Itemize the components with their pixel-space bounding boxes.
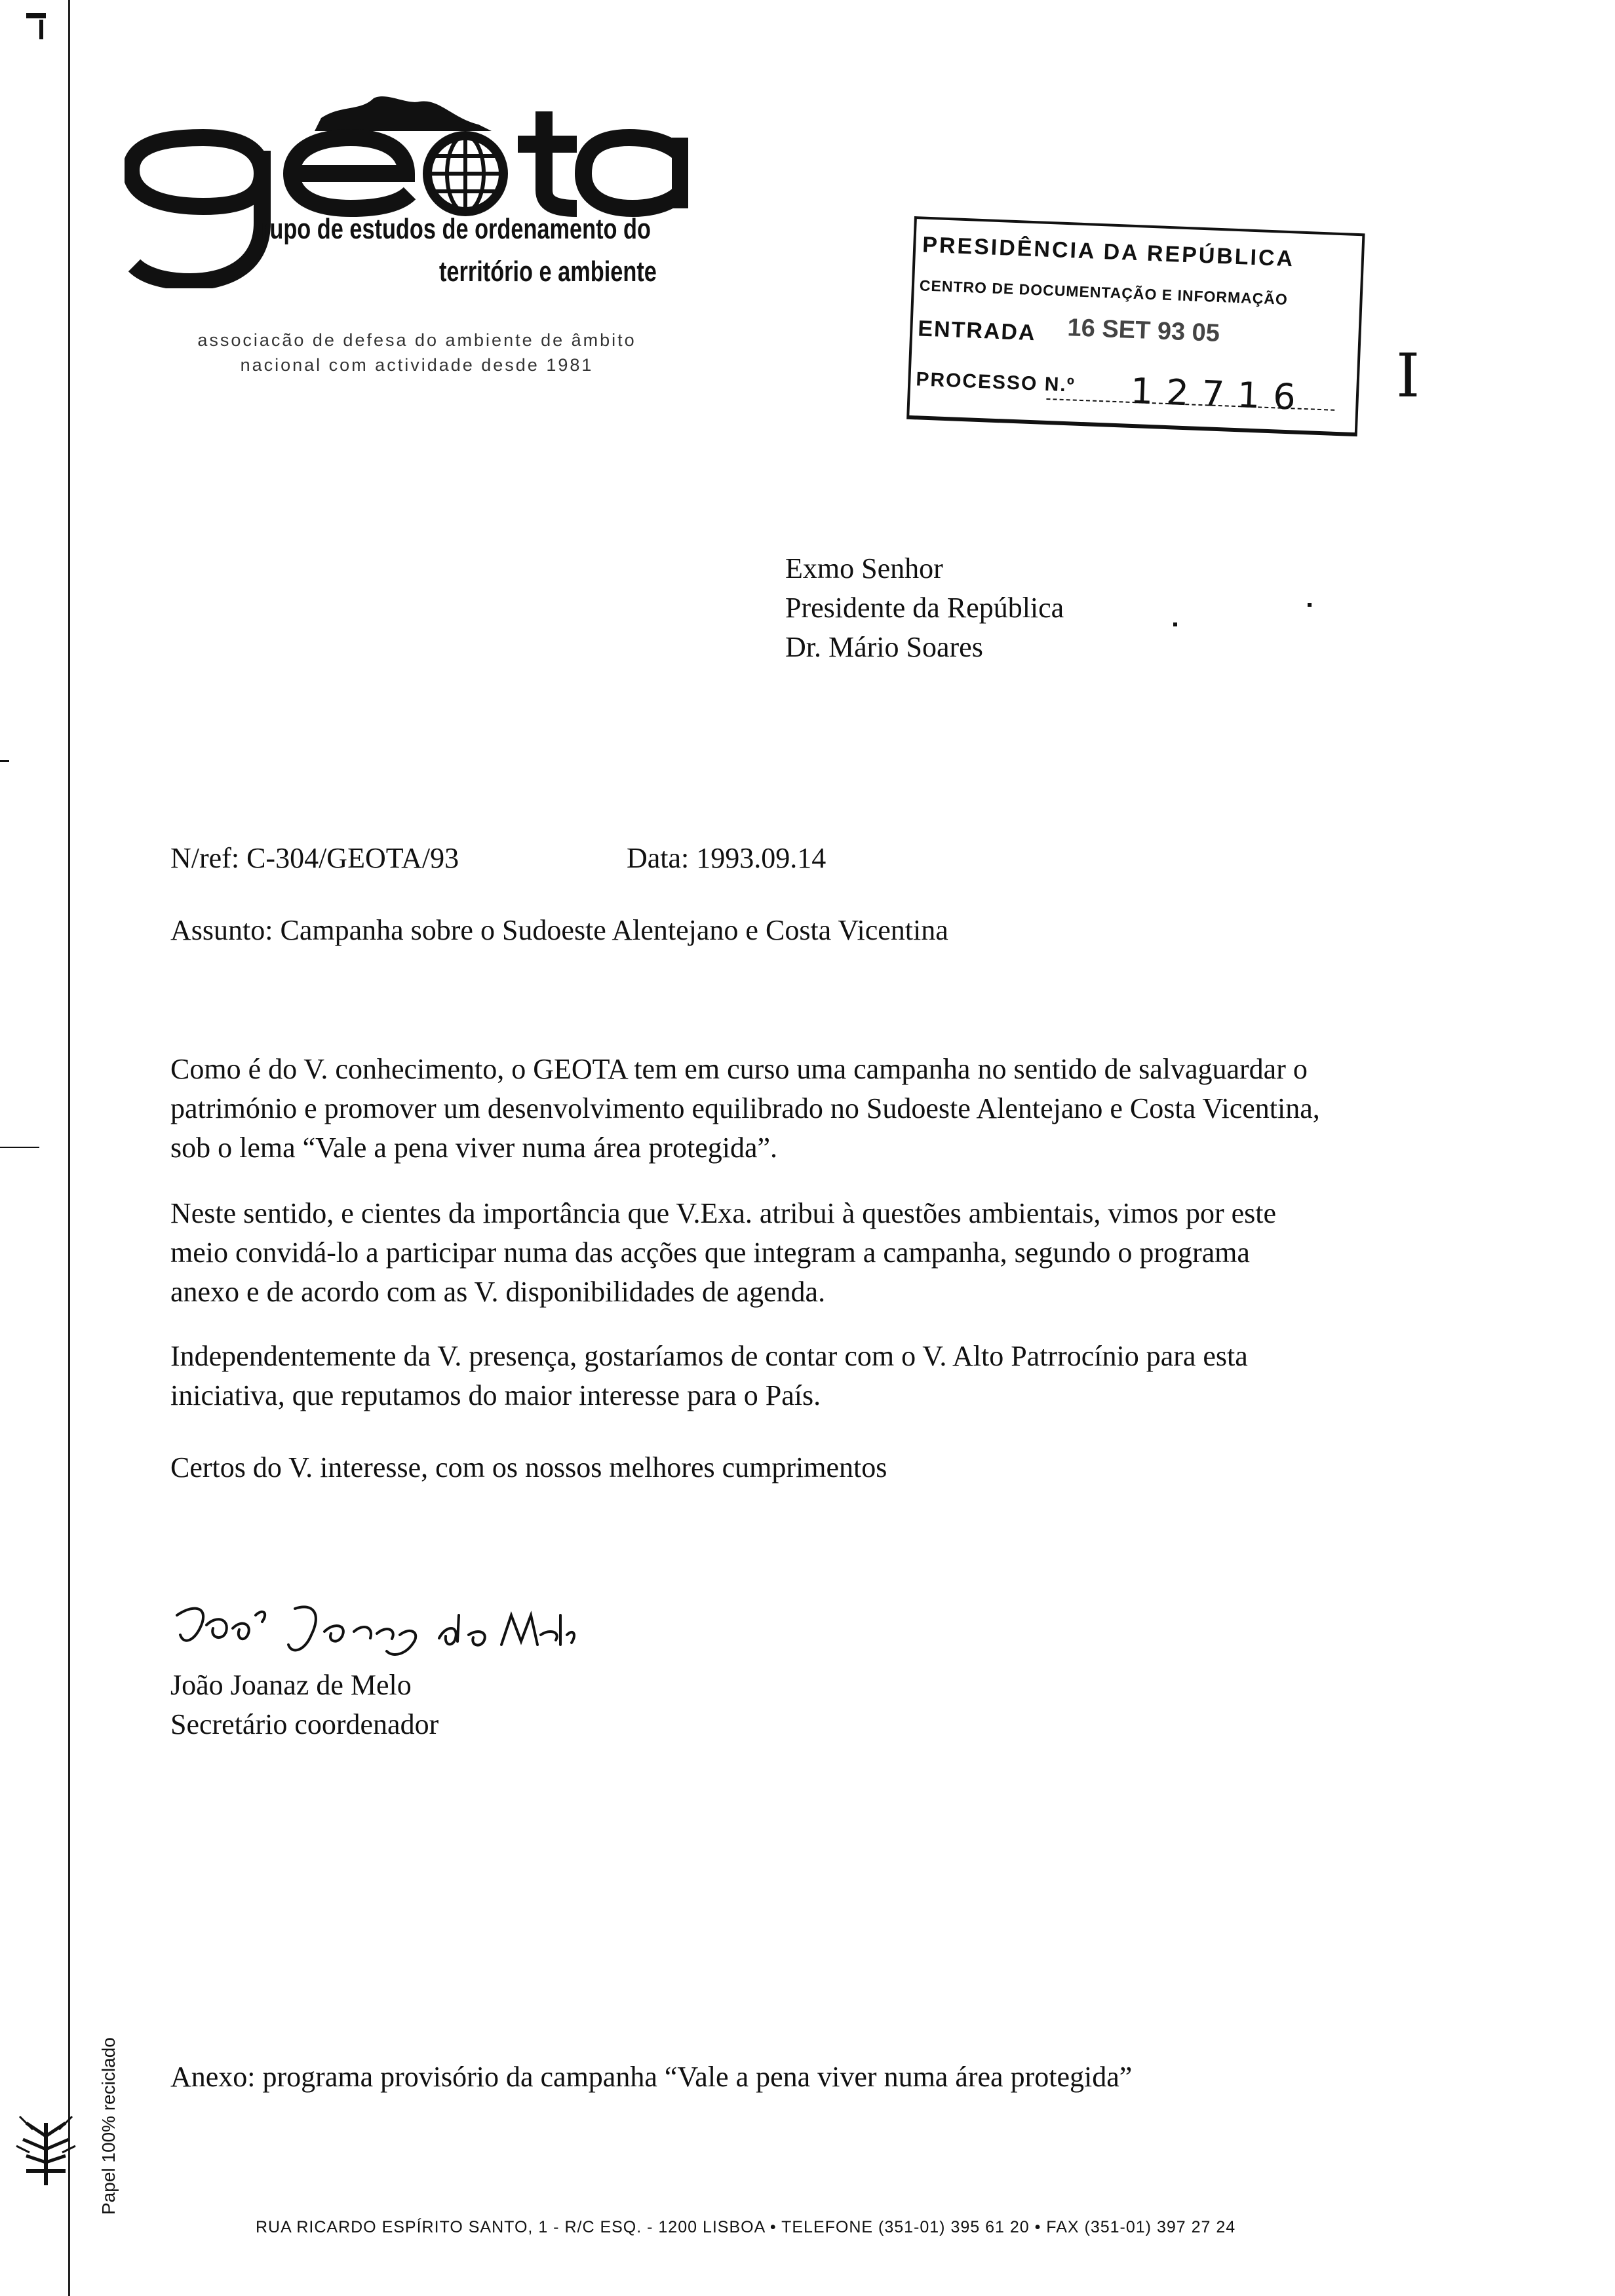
recipient-line1: Exmo Senhor bbox=[785, 552, 943, 584]
stamp-entry-value: 16 SET 93 05 bbox=[1066, 314, 1220, 347]
stamp-process-label: PROCESSO N.º bbox=[915, 368, 1076, 396]
body-p1-line3: sob o lema “Vale a pena viver numa área protegida”. bbox=[170, 1132, 778, 1164]
scan-speck bbox=[26, 13, 46, 18]
scan-speck bbox=[0, 1147, 39, 1148]
scan-speck bbox=[1173, 622, 1177, 626]
received-stamp bbox=[905, 216, 1367, 476]
body-p3-line2: iniciativa, que reputamos do maior interesse para o País. bbox=[170, 1379, 821, 1411]
scan-margin-line bbox=[68, 0, 70, 2296]
body-p2-line3: anexo e de acordo com as V. disponibilidades de agenda. bbox=[170, 1276, 826, 1308]
logo-tagline-line2: território e ambiente bbox=[439, 256, 657, 288]
reference-line bbox=[170, 839, 459, 878]
tree-icon bbox=[13, 2110, 79, 2189]
stamp-corner-mark: I bbox=[1396, 341, 1420, 411]
signatory-name: João Joanaz de Melo bbox=[170, 1669, 412, 1701]
body-p2-line2: meio convidá-lo a participar numa das acções que integram a campanha, segundo o programa bbox=[170, 1236, 1250, 1269]
stamp-department: CENTRO DE DOCUMENTAÇÃO E INFORMAÇÃO bbox=[919, 277, 1289, 308]
body-paragraph-2 bbox=[170, 1194, 1479, 1312]
body-paragraph-3 bbox=[170, 1337, 1479, 1415]
annex-line: Anexo: programa provisório da campanha “Vale a pena viver numa área protegida” bbox=[170, 2061, 1133, 2093]
association-description bbox=[174, 328, 659, 377]
logo-tagline-line1: rupo de estudos de ordenamento do bbox=[261, 213, 651, 245]
body-p1-line1: Como é do V. conhecimento, o GEOTA tem em curso uma campanha no sentido de salvaguardar o bbox=[170, 1053, 1308, 1085]
handwritten-signature bbox=[170, 1589, 577, 1668]
subject-value: Campanha sobre o Sudoeste Alentejano e Costa Vicentina bbox=[280, 914, 948, 946]
stamp-process-number: 12716 bbox=[1129, 370, 1310, 419]
association-line2: nacional com actividade desde 1981 bbox=[240, 355, 594, 375]
recycled-paper-note: Papel 100% reciclado bbox=[98, 2037, 119, 2215]
stamp-institution: PRESIDÊNCIA DA REPÚBLICA bbox=[922, 232, 1295, 272]
scan-speck bbox=[39, 20, 43, 39]
body-p1-line2: património e promover um desenvolvimento equilibrado no Sudoeste Alentejano e Costa Vicentina, bbox=[170, 1092, 1320, 1124]
subject-line bbox=[170, 911, 948, 950]
recipient-line3: Dr. Mário Soares bbox=[785, 631, 983, 663]
body-p3-line1: Independentemente da V. presença, gostaríamos de contar com o V. Alto Patrrocínio para esta bbox=[170, 1340, 1248, 1372]
stamp-entry-label: ENTRADA bbox=[917, 316, 1037, 346]
body-p2-line1: Neste sentido, e cientes da importância que V.Exa. atribui à questões ambientais, vimos por este bbox=[170, 1197, 1277, 1229]
subject-label: Assunto: bbox=[170, 914, 273, 946]
body-paragraph-1 bbox=[170, 1050, 1479, 1168]
nref-value: C-304/GEOTA/93 bbox=[246, 842, 459, 874]
date-value: 1993.09.14 bbox=[696, 842, 827, 874]
footer-address: RUA RICARDO ESPÍRITO SANTO, 1 - R/C ESQ. - 1200 LISBOA • TELEFONE (351-01) 395 61 20 • FAX (351-01) 397 27 24 bbox=[256, 2218, 1236, 2236]
scan-speck bbox=[0, 760, 9, 762]
closing-line: Certos do V. interesse, com os nossos melhores cumprimentos bbox=[170, 1451, 887, 1483]
association-line1: associacão de defesa do ambiente de âmbito bbox=[197, 330, 636, 350]
signatory-title: Secretário coordenador bbox=[170, 1708, 439, 1740]
recipient-line2: Presidente da República bbox=[785, 592, 1064, 624]
nref-label: N/ref: bbox=[170, 842, 240, 874]
date-line bbox=[627, 839, 826, 878]
date-label: Data: bbox=[627, 842, 690, 874]
scan-speck bbox=[1308, 603, 1312, 607]
